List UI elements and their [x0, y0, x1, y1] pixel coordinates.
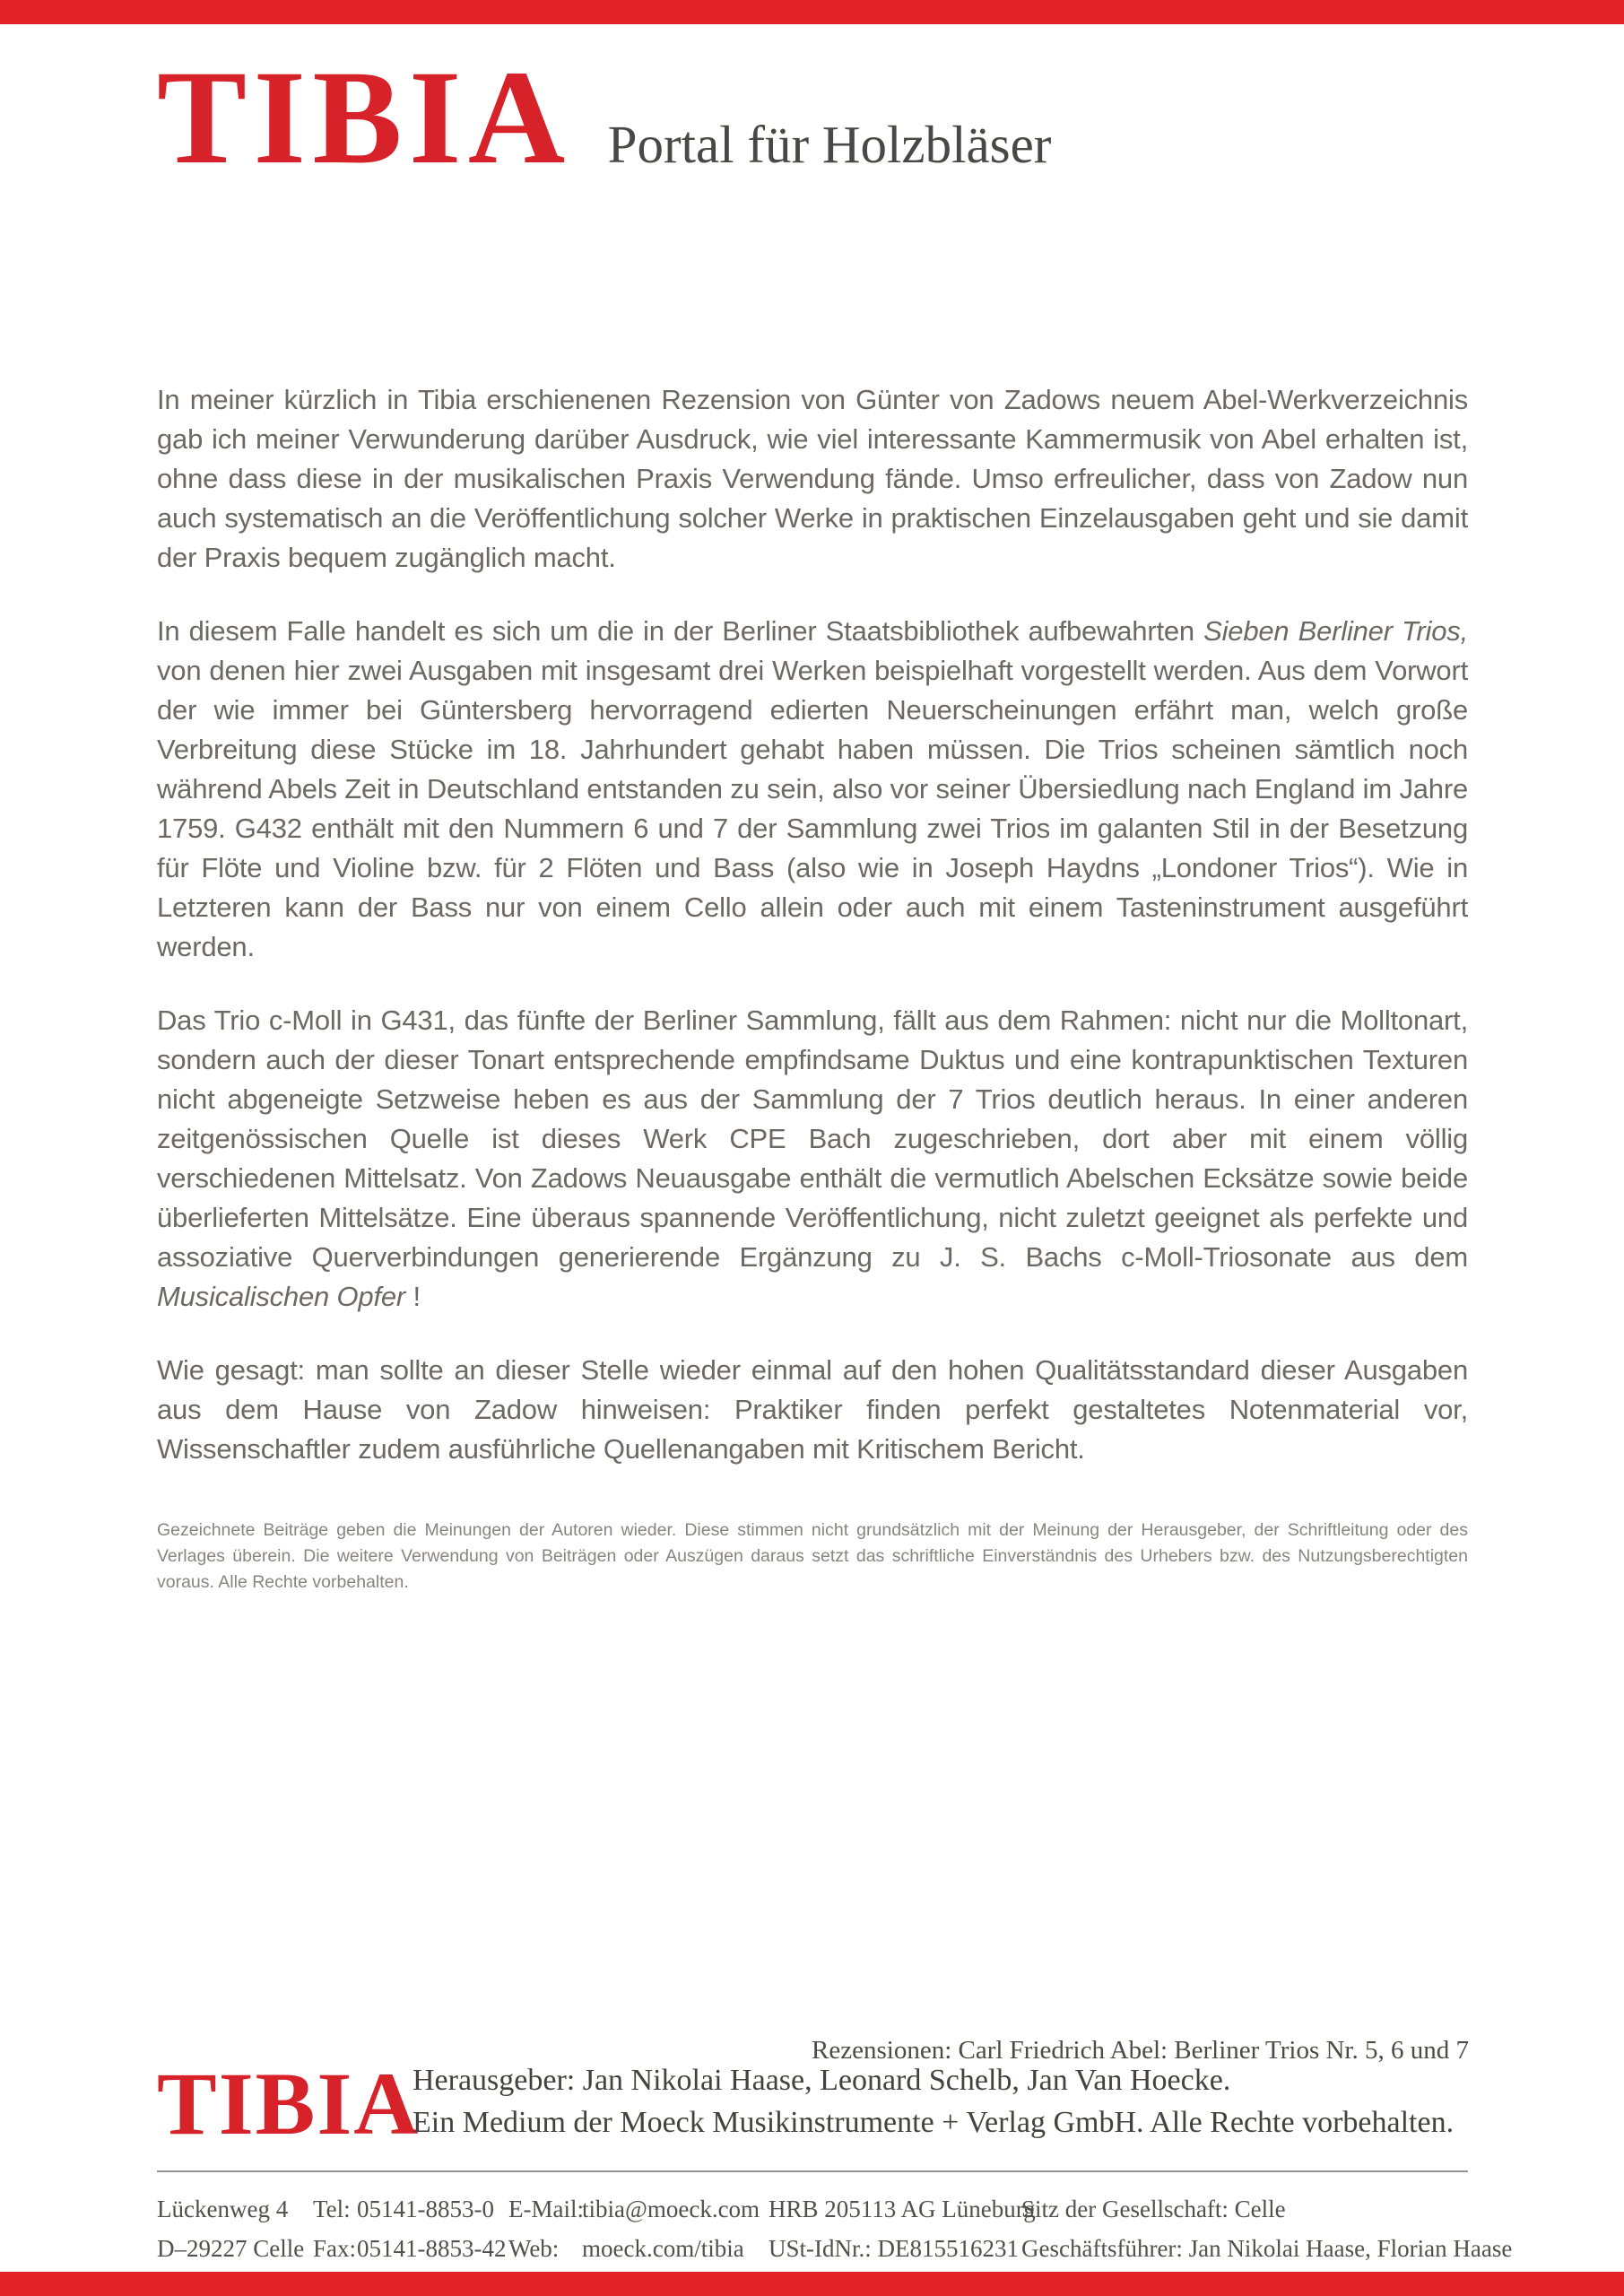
paragraph: In diesem Falle handelt es sich um die in der Berliner Staatsbibliothek aufbewahrten Sieben Berliner Trios, von denen hier zwei Ausgaben mit insgesamt drei Werken beispielhaft vorgestellt werden. Aus dem Vorwort der wie immer bei Güntersberg hervorragend edierten Neuerscheinungen erfährt man, welch große Verbreitung diese Stücke im 18. Jahrhundert gehabt haben müssen. Die Trios scheinen sämtlich noch während Abels Zeit in Deutschland entstanden zu sein, also vor seiner Übersiedlung nach England im Jahre 1759. G432 enthält mit den Nummern 6 und 7 der Sammlung zwei Trios im galanten Stil in der Besetzung für Flöte und Violine bzw. für 2 Flöten und Bass (also wie in Joseph Haydns „Londoner Trios“). Wie in Letzteren kann der Bass nur von einem Cello allein oder auch mit einem Tasteninstrument ausgeführt werden. [157, 615, 1468, 962]
publisher-line-2: Ein Medium der Moeck Musikinstrumente + Verlag GmbH. Alle Rechte vorbehalten. [413, 2106, 1455, 2139]
contact-registry [769, 2189, 1036, 2268]
brand-logo: TIBIA [157, 43, 572, 192]
web-line [508, 2229, 769, 2268]
article-body [157, 380, 1468, 1503]
top-accent-bar [0, 0, 1624, 24]
publisher-line-1: Herausgeber: Jan Nikolai Haase, Leonard Schelb, Jan Van Hoecke. [413, 2064, 1231, 2097]
email-line [508, 2189, 769, 2229]
contact-block [157, 2189, 1556, 2268]
company-line-1: Sitz der Gesellschaft: Celle [1021, 2196, 1286, 2222]
paragraph: In meiner kürzlich in Tibia erschienenen Rezension von Günter von Zadows neuem Abel-Werkverzeichnis gab ich meiner Verwunderung darüber Ausdruck, wie viel interessante Kammermusik von Abel erhalten ist, ohne dass diese in der musikalischen Praxis Verwendung fände. Umso erfreulicher, dass von Zadow nun auch systematisch an die Veröffentlichung solcher Werke in praktischen Einzelausgaben geht und sie damit der Praxis bequem zugänglich macht. [157, 384, 1468, 573]
contact-company [1021, 2189, 1556, 2268]
masthead [157, 43, 1052, 192]
address-line-1: Lückenweg 4 [157, 2196, 289, 2222]
fax-line [313, 2229, 508, 2268]
tel-line [313, 2189, 508, 2229]
footer-divider [157, 2170, 1468, 2172]
disclaimer-text: Gezeichnete Beiträge geben die Meinungen der Autoren wieder. Diese stimmen nicht grundsätzlich mit der Meinung der Herausgeber, der Schriftleitung oder des Verlages überein. Die weitere Verwendung von Beiträgen oder Auszügen daraus setzt das schriftliche Einverständnis des Urhebers bzw. des Nutzungsberechtigten voraus. Alle Rechte vorbehalten. [157, 1520, 1468, 1592]
bottom-accent-bar [0, 2272, 1624, 2296]
tel-value: 05141-8853-0 [357, 2196, 494, 2222]
address-line-2: D–29227 Celle [157, 2235, 305, 2262]
tel-label: Tel: [313, 2196, 351, 2222]
contact-phone [313, 2189, 508, 2268]
contact-address [157, 2189, 313, 2268]
registry-line-1: HRB 205113 AG Lüneburg [769, 2196, 1036, 2222]
company-line-2: Geschäftsführer: Jan Nikolai Haase, Florian Haase [1021, 2235, 1513, 2262]
footer-brand-logo: TIBIA [157, 2054, 421, 2153]
publisher-info [413, 2059, 1454, 2144]
email-label: E-Mail: [508, 2196, 584, 2222]
contact-online [508, 2189, 769, 2268]
registry-line-2: USt-IdNr.: DE815516231 [769, 2235, 1019, 2262]
fax-label: Fax: [313, 2235, 357, 2262]
email-value[interactable]: tibia@moeck.com [582, 2196, 760, 2222]
web-value[interactable]: moeck.com/tibia [582, 2235, 744, 2262]
fax-value: 05141-8853-42 [357, 2235, 507, 2262]
paragraph: Wie gesagt: man sollte an dieser Stelle wieder einmal auf den hohen Qualitätsstandard dieser Ausgaben aus dem Hause von Zadow hinweisen: Praktiker finden perfekt gestaltetes Notenmaterial vor, Wissenschaftler zudem ausführliche Quellenangaben mit Kritischem Bericht. [157, 1354, 1468, 1465]
web-label: Web: [508, 2235, 560, 2262]
review-reference: Rezensionen: Carl Friedrich Abel: Berliner Trios Nr. 5, 6 und 7 [812, 2036, 1469, 2065]
brand-tagline: Portal für Holzbläser [607, 115, 1052, 174]
paragraph: Das Trio c-Moll in G431, das fünfte der Berliner Sammlung, fällt aus dem Rahmen: nicht nur die Molltonart, sondern auch der dieser Tonart entsprechende empfindsame Duktus und eine kontrapunktischen Texturen nicht abgeneigte Setzweise heben es aus der Sammlung der 7 Trios deutlich heraus. In einer anderen zeitgenössischen Quelle ist dieses Werk CPE Bach zugeschrieben, dort aber mit einem völlig verschiedenen Mittelsatz. Von Zadows Neuausgabe enthält die vermutlich Abelschen Ecksätze sowie beide überlieferten Mittelsätze. Eine überaus spannende Veröffentlichung, nicht zuletzt geeignet als perfekte und assoziative Querverbindungen generierende Ergänzung zu J. S. Bachs c-Moll-Triosonate aus dem Musicalischen Opfer ! [157, 1004, 1468, 1312]
